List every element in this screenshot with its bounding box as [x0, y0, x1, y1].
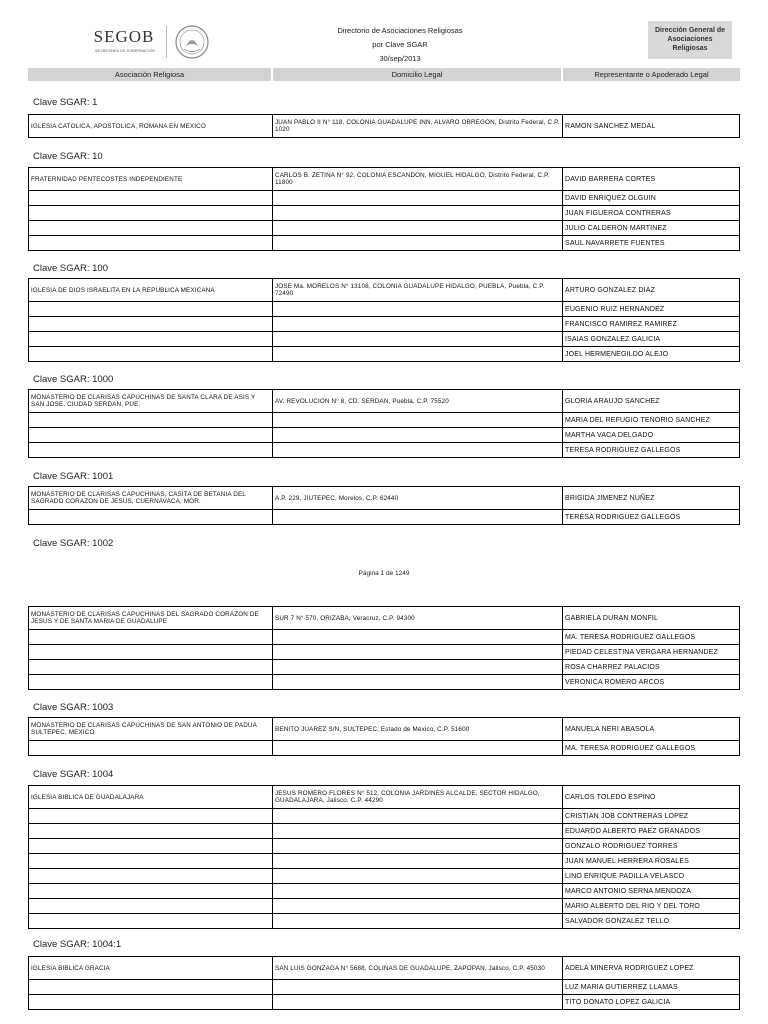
table-row — [29, 235, 739, 250]
table-row — [29, 346, 739, 361]
group-title — [28, 262, 740, 276]
asociacion-cell — [29, 914, 273, 928]
domicilio-cell — [273, 236, 563, 250]
association-table — [28, 717, 740, 756]
page-header — [0, 0, 768, 66]
representante-cell: GABRIELA DURAN MONFIL — [565, 614, 659, 622]
asociacion-cell — [29, 645, 273, 659]
domicilio-cell — [273, 995, 563, 1009]
representante-cell: MANUELA NERI ABASOLA — [565, 725, 655, 733]
association-table — [28, 114, 740, 138]
table-row — [29, 279, 739, 301]
table-row — [29, 808, 739, 823]
association-table — [28, 389, 740, 458]
clave-sgar-label: Clave SGAR: 100 — [33, 263, 108, 274]
group-title — [28, 150, 740, 164]
asociacion-cell: MONASTERIO DE CLARISAS CAPUCHINAS DEL SAGRADO CORAZON DE JESUS Y DE SANTA MARIA DE GUADALUPE — [29, 607, 273, 629]
representante-cell: JUAN MANUEL HERRERA ROSALES — [565, 857, 689, 865]
domicilio-cell: SAN LUIS GONZAGA N° 5688, COLINAS DE GUADALUPE, ZAPOPAN, Jalisco, C.P. 45030 — [273, 957, 563, 979]
representante-cell: EUGENIO RUIZ HERNANDEZ — [565, 305, 665, 313]
asociacion-cell — [29, 899, 273, 913]
domicilio-cell — [273, 839, 563, 853]
representante-cell: EDUARDO ALBERTO PAEZ GRANADOS — [565, 827, 701, 835]
representante-cell: VERONICA ROMERO ARCOS — [565, 678, 665, 686]
domicilio-cell: CARLOS B. ZETINA N° 92, COLONIA ESCANDON, MIGUEL HIDALGO, Distrito Federal, C.P. 11800 — [273, 168, 563, 190]
domicilio-cell — [273, 428, 563, 442]
clave-sgar-label: Clave SGAR: 10 — [33, 151, 103, 162]
logo-subtitle: SECRETARÍA DE GOBERNACIÓN — [95, 49, 155, 53]
representante-cell: MARIO ALBERTO DEL RIO Y DEL TORO — [565, 902, 700, 910]
national-seal-icon — [174, 24, 210, 60]
representante-cell: MARTHA VACA DELGADO — [565, 431, 654, 439]
table-row — [29, 301, 739, 316]
asociacion-cell — [29, 869, 273, 883]
table-row — [29, 718, 739, 740]
domicilio-cell — [273, 980, 563, 994]
domicilio-cell — [273, 854, 563, 868]
representante-cell: ARTURO GONZALEZ DIAZ — [565, 286, 655, 294]
dept-line-1: Dirección General de — [654, 27, 726, 34]
representante-cell: ADELA MINERVA RODRIGUEZ LOPEZ — [565, 964, 694, 972]
table-row — [29, 220, 739, 235]
title-line-1: Directorio de Asociaciones Religiosas — [337, 26, 463, 35]
domicilio-cell: AV. REVOLUCION N° 8, CD. SERDAN, Puebla, C.P. 75520 — [273, 390, 563, 412]
table-row — [29, 331, 739, 346]
domicilio-cell — [273, 413, 563, 427]
column-header-representante: Representante o Apoderado Legal — [563, 68, 740, 81]
clave-sgar-label: Clave SGAR: 1004 — [33, 769, 114, 780]
clave-sgar-label: Clave SGAR: 1000 — [33, 374, 114, 385]
domicilio-cell — [273, 191, 563, 205]
representante-cell: ROSA CHARREZ PALACIOS — [565, 663, 660, 671]
asociacion-cell — [29, 995, 273, 1009]
clave-sgar-label: Clave SGAR: 1 — [33, 97, 98, 108]
domicilio-cell: A.P. 229, JIUTEPEC, Morelos, C.P. 62440 — [273, 487, 563, 509]
table-row — [29, 674, 739, 689]
representante-cell: GONZALO RODRIGUEZ TORRES — [565, 842, 678, 850]
asociacion-cell: IGLESIA BIBLICA DE GUADALAJARA — [29, 786, 273, 808]
representante-cell: PIEDAD CELESTINA VERGARA HERNANDEZ — [565, 648, 718, 656]
domicilio-cell — [273, 809, 563, 823]
representante-cell: MA. TERESA RODRIGUEZ GALLEGOS — [565, 633, 696, 641]
table-row — [29, 205, 739, 220]
asociacion-cell — [29, 884, 273, 898]
department-box — [648, 21, 732, 59]
asociacion-cell — [29, 980, 273, 994]
asociacion-cell — [29, 413, 273, 427]
representante-cell: RAMON SANCHEZ MEDAL — [565, 122, 656, 130]
domicilio-cell — [273, 302, 563, 316]
column-header-domicilio: Domicilio Legal — [273, 68, 561, 81]
asociacion-cell — [29, 332, 273, 346]
domicilio-cell — [273, 645, 563, 659]
asociacion-cell — [29, 347, 273, 361]
asociacion-cell: MONASTERIO DE CLARISAS CAPUCHINAS, CASITA DE BETANIA DEL SAGRADO CORAZON DE JESUS, CUERNAVACA, MOR. — [29, 487, 273, 509]
clave-sgar-label: Clave SGAR: 1004:1 — [33, 939, 122, 950]
representante-cell: FRANCISCO RAMIREZ RAMIREZ — [565, 320, 677, 328]
table-row — [29, 509, 739, 524]
asociacion-cell — [29, 206, 273, 220]
asociacion-cell — [29, 221, 273, 235]
column-header-asociacion: Asociación Religiosa — [28, 68, 271, 81]
domicilio-cell — [273, 741, 563, 755]
group-title — [28, 537, 740, 551]
asociacion-cell — [29, 302, 273, 316]
table-row — [29, 427, 739, 442]
table-row — [29, 644, 739, 659]
table-row — [29, 168, 739, 190]
domicilio-cell — [273, 914, 563, 928]
domicilio-cell: JUAN PABLO II N° 118, COLONIA GUADALUPE INN, ALVARO OBREGON, Distrito Federal, C.P. 1020 — [273, 115, 563, 137]
group-title — [28, 373, 740, 387]
asociacion-cell — [29, 236, 273, 250]
asociacion-cell — [29, 317, 273, 331]
asociacion-cell — [29, 675, 273, 689]
asociacion-cell: IGLESIA BIBLICA GRACIA — [29, 957, 273, 979]
domicilio-cell — [273, 675, 563, 689]
table-row — [29, 957, 739, 979]
table-row — [29, 316, 739, 331]
asociacion-cell — [29, 510, 273, 524]
group-title — [28, 701, 740, 715]
document-title — [300, 24, 500, 66]
representante-cell: TERESA RODRIGUEZ GALLEGOS — [565, 446, 681, 454]
domicilio-cell — [273, 884, 563, 898]
association-table — [28, 278, 740, 362]
segob-logo — [86, 24, 216, 64]
domicilio-cell — [273, 869, 563, 883]
table-row — [29, 913, 739, 928]
asociacion-cell — [29, 660, 273, 674]
association-table — [28, 956, 740, 1010]
table-row — [29, 607, 739, 629]
asociacion-cell — [29, 191, 273, 205]
representante-cell: BRIGIDA JIMENEZ NUÑEZ — [565, 494, 655, 502]
representante-cell: LUZ MARIA GUTIERREZ LLAMAS — [565, 983, 678, 991]
domicilio-cell — [273, 206, 563, 220]
asociacion-cell: MONASTERIO DE CLARISAS CAPUCHINAS DE SANTA CLARA DE ASIS Y SAN JOSE, CIUDAD SERDAN, PUE. — [29, 390, 273, 412]
domicilio-cell: JOSE Ma. MORELOS N° 13108, COLONIA GUADALUPE HIDALGO, PUEBLA, Puebla, C.P. 72490 — [273, 279, 563, 301]
asociacion-cell: IGLESIA DE DIOS ISRAELITA EN LA REPUBLICA MEXICANA — [29, 279, 273, 301]
table-row — [29, 979, 739, 994]
representante-cell: DAVID ENRIQUEZ OLGUIN — [565, 194, 656, 202]
asociacion-cell — [29, 854, 273, 868]
representante-cell: MA. TERESA RODRIGUEZ GALLEGOS — [565, 744, 696, 752]
table-row — [29, 823, 739, 838]
asociacion-cell — [29, 741, 273, 755]
representante-cell: MARCO ANTONIO SERNA MENDOZA — [565, 887, 692, 895]
representante-cell: TERESA RODRIGUEZ GALLEGOS — [565, 513, 681, 521]
table-row — [29, 898, 739, 913]
column-header-bar — [28, 68, 740, 81]
representante-cell: JUAN FIGUEROA CONTRERAS — [565, 209, 671, 217]
table-row — [29, 412, 739, 427]
domicilio-cell — [273, 443, 563, 457]
group-title — [28, 768, 740, 782]
dept-line-2: Asociaciones — [667, 36, 713, 43]
representante-cell: ISAIAS GONZALEZ GALICIA — [565, 335, 661, 343]
asociacion-cell: MONASTERIO DE CLARISAS CAPUCHINAS DE SAN ANTONIO DE PADUA SULTEPEC, MEXICO — [29, 718, 273, 740]
domicilio-cell — [273, 510, 563, 524]
asociacion-cell — [29, 443, 273, 457]
asociacion-cell — [29, 630, 273, 644]
title-line-2: por Clave SGAR — [372, 40, 428, 49]
table-row — [29, 868, 739, 883]
domicilio-cell — [273, 824, 563, 838]
representante-cell: JOEL HERMENEGILDO ALEJO — [565, 350, 669, 358]
table-row — [29, 190, 739, 205]
logo-divider — [166, 26, 167, 58]
table-row — [29, 390, 739, 412]
domicilio-cell — [273, 660, 563, 674]
representante-cell: CARLOS TOLEDO ESPINO — [565, 793, 656, 801]
domicilio-cell: SUR 7 N° 570, ORIZABA, Veracruz, C.P. 94300 — [273, 607, 563, 629]
association-table — [28, 785, 740, 929]
representante-cell: SAUL NAVARRETE FUENTES — [565, 239, 665, 247]
group-title — [28, 96, 740, 110]
domicilio-cell: BENITO JUAREZ S/N, SULTEPEC, Estado de México, C.P. 51600 — [273, 718, 563, 740]
table-row — [29, 442, 739, 457]
representante-cell: LINO ENRIQUE PADILLA VELASCO — [565, 872, 685, 880]
table-row — [29, 629, 739, 644]
domicilio-cell — [273, 347, 563, 361]
domicilio-cell — [273, 221, 563, 235]
asociacion-cell — [29, 428, 273, 442]
domicilio-cell — [273, 630, 563, 644]
table-row — [29, 838, 739, 853]
clave-sgar-label: Clave SGAR: 1002 — [33, 538, 114, 549]
asociacion-cell: FRATERNIDAD PENTECOSTES INDEPENDIENTE — [29, 168, 273, 190]
representante-cell: MARIA DEL REFUGIO TENORIO SANCHEZ — [565, 416, 710, 424]
table-row — [29, 659, 739, 674]
dept-line-3: Religiosas — [672, 45, 708, 52]
asociacion-cell — [29, 809, 273, 823]
association-table — [28, 167, 740, 251]
table-row — [29, 740, 739, 755]
title-date: 30/sep/2013 — [379, 54, 421, 63]
representante-cell: DAVID BARRERA CORTES — [565, 175, 656, 183]
table-row — [29, 786, 739, 808]
asociacion-cell — [29, 824, 273, 838]
asociacion-cell — [29, 839, 273, 853]
domicilio-cell — [273, 332, 563, 346]
association-table — [28, 486, 740, 525]
representante-cell: GLORIA ARAUJO SANCHEZ — [565, 397, 660, 405]
table-row — [29, 487, 739, 509]
representante-cell: CRISTIAN JOB CONTRERAS LOPEZ — [565, 812, 689, 820]
table-row — [29, 853, 739, 868]
clave-sgar-label: Clave SGAR: 1001 — [33, 471, 114, 482]
association-table — [28, 606, 740, 690]
group-title — [28, 470, 740, 484]
domicilio-cell: JESUS ROMERO FLORES N° 512, COLONIA JARDINES ALCALDE, SECTOR HIDALGO, GUADALAJARA, Jalisco, C.P. 44290 — [273, 786, 563, 808]
table-row — [29, 115, 739, 137]
table-row — [29, 883, 739, 898]
clave-sgar-label: Clave SGAR: 1003 — [33, 702, 114, 713]
representante-cell: JULIO CALDERON MARTINEZ — [565, 224, 667, 232]
asociacion-cell: IGLESIA CATOLICA, APOSTOLICA, ROMANA EN MEXICO — [29, 115, 273, 137]
table-row — [29, 994, 739, 1009]
domicilio-cell — [273, 899, 563, 913]
representante-cell: TITO DONATO LOPEZ GALICIA — [565, 998, 671, 1006]
domicilio-cell — [273, 317, 563, 331]
page-number: Página 1 de 1249 — [358, 570, 410, 577]
group-title — [28, 938, 740, 952]
logo-wordmark: SEGOB — [93, 27, 155, 46]
representante-cell: SALVADOR GONZALEZ TELLO — [565, 917, 670, 925]
